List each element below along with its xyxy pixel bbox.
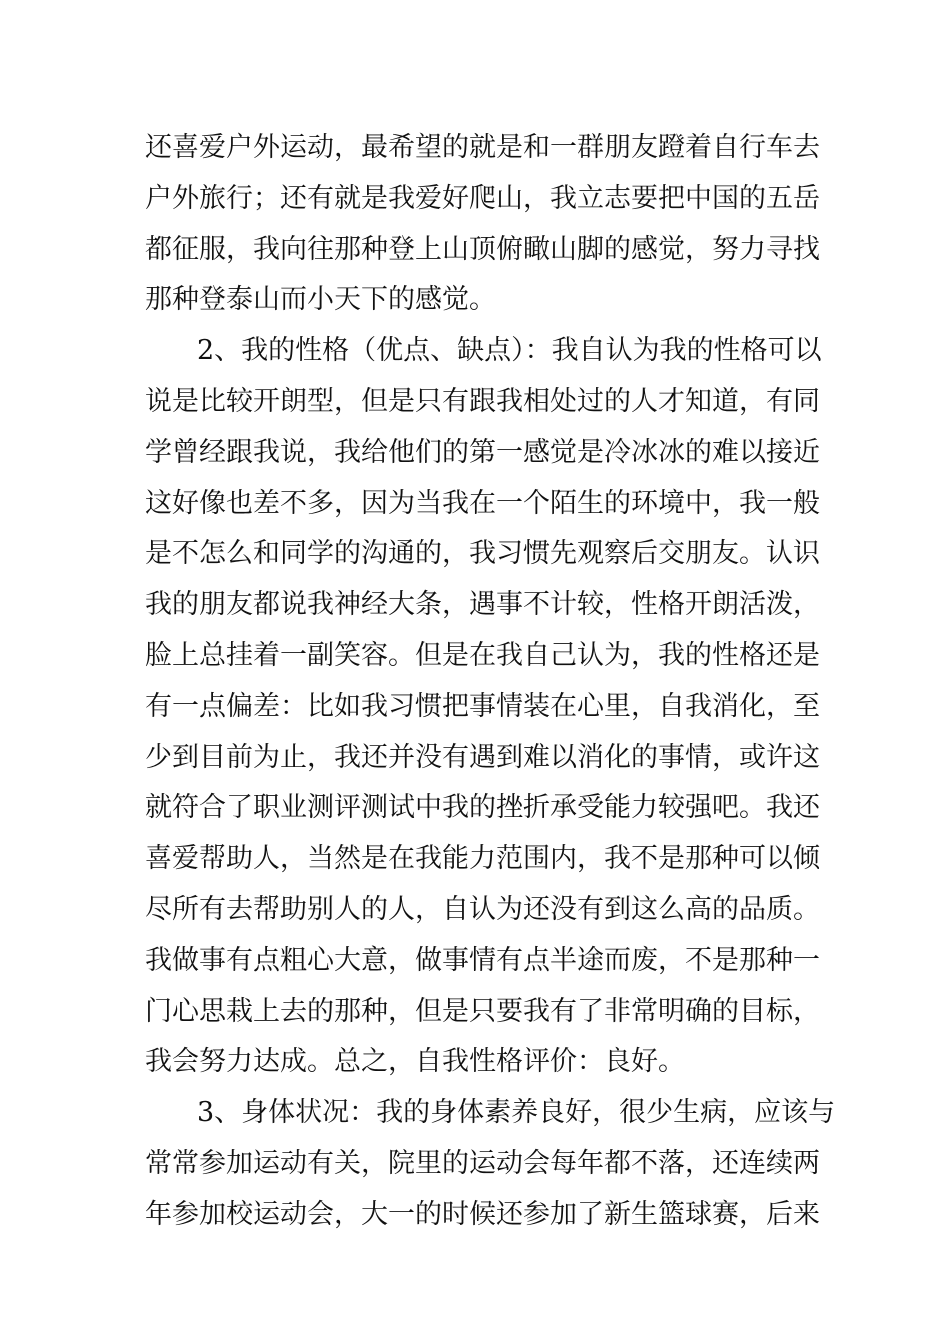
text-line: 是不怎么和同学的沟通的，我习惯先观察后交朋友。认识 xyxy=(145,538,820,570)
text-line: 我的朋友都说我神经大条，遇事不计较，性格开朗活泼， xyxy=(145,589,820,621)
text-line: 脸上总挂着一副笑容。但是在我自己认为，我的性格还是 xyxy=(145,639,820,671)
text-line: 还喜爱户外运动，最希望的就是和一群朋友蹬着自行车去 xyxy=(145,132,820,163)
text-line: 说是比较开朗型，但是只有跟我相处过的人才知道，有同 xyxy=(145,385,820,417)
text-line: 常常参加运动有关，院里的运动会每年都不落，还连续两 xyxy=(145,1147,820,1179)
text-line: 年参加校运动会，大一的时候还参加了新生篮球赛，后来 xyxy=(145,1198,820,1230)
text-line: 这好像也差不多，因为当我在一个陌生的环境中，我一般 xyxy=(145,487,820,519)
text-line: 都征服，我向往那种登上山顶俯瞰山脚的感觉，努力寻找 xyxy=(145,233,820,265)
paragraph-heading-line: 2、我的性格（优点、缺点）：我自认为我的性格可以 xyxy=(197,335,822,367)
text-line: 少到目前为止，我还并没有遇到难以消化的事情，或许这 xyxy=(145,741,820,773)
text-line: 我做事有点粗心大意，做事情有点半途而废，不是那种一 xyxy=(145,944,820,976)
text-line: 户外旅行；还有就是我爱好爬山，我立志要把中国的五岳 xyxy=(145,182,820,214)
text-line: 就符合了职业测评测试中我的挫折承受能力较强吧。我还 xyxy=(145,792,820,824)
text-line: 那种登泰山而小天下的感觉。 xyxy=(145,284,496,316)
text-line: 喜爱帮助人，当然是在我能力范围内，我不是那种可以倾 xyxy=(145,843,820,875)
document-body xyxy=(145,123,836,1241)
text-line: 有一点偏差：比如我习惯把事情装在心里，自我消化，至 xyxy=(145,690,820,722)
text-line: 我会努力达成。总之，自我性格评价：良好。 xyxy=(145,1046,685,1078)
text-line: 尽所有去帮助别人的人，自认为还没有到这么高的品质。 xyxy=(145,893,820,925)
paragraph-heading-line: 3、身体状况：我的身体素养良好，很少生病，应该与 xyxy=(197,1097,836,1129)
text-line: 学曾经跟我说，我给他们的第一感觉是冷冰冰的难以接近 xyxy=(145,436,820,468)
text-line: 门心思栽上去的那种，但是只要我有了非常明确的目标， xyxy=(145,995,820,1027)
